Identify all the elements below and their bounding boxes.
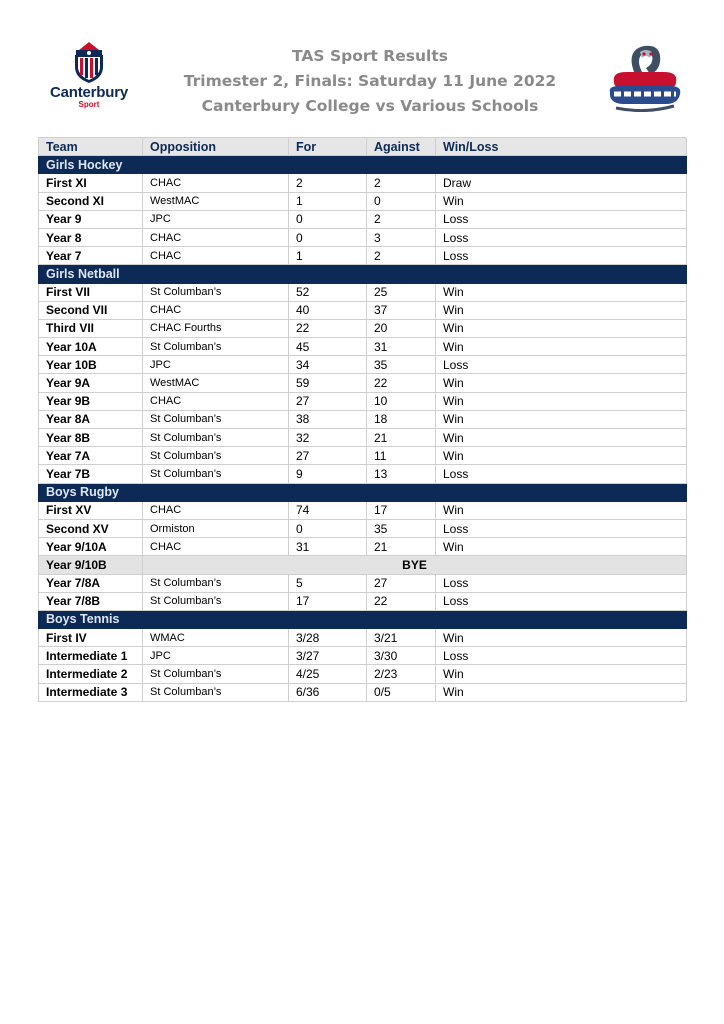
opposition-cell: WestMAC: [143, 192, 289, 210]
result-cell: Win: [436, 447, 687, 465]
opposition-cell: CHAC Fourths: [143, 319, 289, 337]
result-cell: Draw: [436, 174, 687, 192]
opposition-cell: St Columban’s: [143, 465, 289, 483]
against-cell: 35: [367, 356, 436, 374]
table-row: [39, 374, 687, 392]
result-cell: Win: [436, 192, 687, 210]
table-header-row: [39, 138, 687, 156]
column-header-against: Against: [367, 138, 436, 156]
team-cell: Year 10B: [39, 356, 143, 374]
for-cell: 22: [289, 319, 367, 337]
table-row: [39, 247, 687, 265]
team-cell: Second VII: [39, 301, 143, 319]
result-cell: Win: [436, 374, 687, 392]
opposition-cell: CHAC: [143, 392, 289, 410]
table-row: [39, 665, 687, 683]
for-cell: 6/36: [289, 683, 367, 701]
table-row: [39, 429, 687, 447]
results-table: [38, 137, 687, 702]
for-cell: 1: [289, 247, 367, 265]
against-cell: 21: [367, 429, 436, 447]
for-cell: 5: [289, 574, 367, 592]
opposition-cell: CHAC: [143, 247, 289, 265]
column-header-win-loss: Win/Loss: [436, 138, 687, 156]
against-cell: 21: [367, 538, 436, 556]
for-cell: 27: [289, 447, 367, 465]
for-cell: 3/27: [289, 647, 367, 665]
taipans-logo: [606, 42, 684, 112]
for-cell: 32: [289, 429, 367, 447]
against-cell: 3/30: [367, 647, 436, 665]
team-cell: Year 10A: [39, 338, 143, 356]
opposition-cell: St Columban’s: [143, 665, 289, 683]
team-cell: First VII: [39, 283, 143, 301]
opposition-cell: CHAC: [143, 174, 289, 192]
for-cell: 74: [289, 501, 367, 519]
result-cell: Win: [436, 665, 687, 683]
against-cell: 3: [367, 228, 436, 246]
result-cell: Loss: [436, 647, 687, 665]
for-cell: 2: [289, 174, 367, 192]
result-cell: Win: [436, 410, 687, 428]
result-cell: Win: [436, 538, 687, 556]
opposition-cell: Ormiston: [143, 519, 289, 537]
for-cell: 59: [289, 374, 367, 392]
for-cell: 0: [289, 228, 367, 246]
column-header-team: Team: [39, 138, 143, 156]
against-cell: 22: [367, 592, 436, 610]
result-cell: Loss: [436, 519, 687, 537]
table-row: [39, 192, 687, 210]
opposition-cell: WMAC: [143, 629, 289, 647]
opposition-cell: St Columban’s: [143, 592, 289, 610]
table-row: [39, 629, 687, 647]
table-row: [39, 501, 687, 519]
for-cell: 45: [289, 338, 367, 356]
section-header-row: [39, 156, 687, 174]
table-row: [39, 556, 687, 574]
against-cell: 20: [367, 319, 436, 337]
result-cell: Win: [436, 283, 687, 301]
opposition-cell: St Columban’s: [143, 338, 289, 356]
title-block: [150, 44, 590, 119]
logo-wordmark: Canterbury: [49, 84, 129, 101]
table-row: [39, 647, 687, 665]
team-cell: First XV: [39, 501, 143, 519]
team-cell: Second XV: [39, 519, 143, 537]
table-row: [39, 338, 687, 356]
logo-subtitle: Sport: [78, 100, 100, 109]
team-cell: Year 7: [39, 247, 143, 265]
result-cell: Win: [436, 429, 687, 447]
page-title: TAS Sport Results: [292, 47, 448, 65]
against-cell: 2: [367, 247, 436, 265]
section-title: Boys Rugby: [39, 483, 687, 501]
opposition-cell: St Columban’s: [143, 447, 289, 465]
result-cell: Loss: [436, 228, 687, 246]
result-cell: Win: [436, 319, 687, 337]
team-cell: Year 9A: [39, 374, 143, 392]
for-cell: 0: [289, 210, 367, 228]
team-cell: Year 9B: [39, 392, 143, 410]
for-cell: 3/28: [289, 629, 367, 647]
result-cell: Loss: [436, 574, 687, 592]
snake-mascot-icon: [606, 42, 684, 112]
against-cell: 31: [367, 338, 436, 356]
team-cell: Intermediate 3: [39, 683, 143, 701]
for-cell: 9: [289, 465, 367, 483]
opposition-cell: CHAC: [143, 501, 289, 519]
for-cell: 40: [289, 301, 367, 319]
team-cell: Year 8: [39, 228, 143, 246]
against-cell: 27: [367, 574, 436, 592]
table-row: [39, 683, 687, 701]
opposition-cell: JPC: [143, 356, 289, 374]
table-row: [39, 319, 687, 337]
team-cell: First IV: [39, 629, 143, 647]
team-cell: Year 9: [39, 210, 143, 228]
page-subtitle-2: Canterbury College vs Various Schools: [201, 97, 539, 115]
opposition-cell: CHAC: [143, 301, 289, 319]
against-cell: 35: [367, 519, 436, 537]
team-cell: Intermediate 1: [39, 647, 143, 665]
opposition-cell: St Columban’s: [143, 574, 289, 592]
team-cell: Year 7A: [39, 447, 143, 465]
against-cell: 22: [367, 374, 436, 392]
against-cell: 25: [367, 283, 436, 301]
team-cell: Year 8B: [39, 429, 143, 447]
for-cell: 1: [289, 192, 367, 210]
table-row: [39, 301, 687, 319]
against-cell: 17: [367, 501, 436, 519]
result-cell: Loss: [436, 247, 687, 265]
against-cell: 2/23: [367, 665, 436, 683]
column-header-for: For: [289, 138, 367, 156]
against-cell: 2: [367, 174, 436, 192]
against-cell: 11: [367, 447, 436, 465]
results-body: [39, 156, 687, 702]
opposition-cell: St Columban’s: [143, 410, 289, 428]
for-cell: 27: [289, 392, 367, 410]
result-cell: Win: [436, 683, 687, 701]
bye-cell: BYE: [143, 556, 687, 574]
opposition-cell: WestMAC: [143, 374, 289, 392]
section-title: Boys Tennis: [39, 610, 687, 628]
table-row: [39, 538, 687, 556]
table-row: [39, 228, 687, 246]
opposition-cell: JPC: [143, 210, 289, 228]
for-cell: 17: [289, 592, 367, 610]
against-cell: 13: [367, 465, 436, 483]
team-cell: First XI: [39, 174, 143, 192]
table-row: [39, 592, 687, 610]
table-row: [39, 465, 687, 483]
opposition-cell: CHAC: [143, 228, 289, 246]
result-cell: Win: [436, 338, 687, 356]
against-cell: 2: [367, 210, 436, 228]
section-header-row: [39, 265, 687, 283]
team-cell: Third VII: [39, 319, 143, 337]
column-header-opposition: Opposition: [143, 138, 289, 156]
page-subtitle: Trimester 2, Finals: Saturday 11 June 2022: [183, 72, 557, 90]
table-row: [39, 174, 687, 192]
table-row: [39, 392, 687, 410]
against-cell: 37: [367, 301, 436, 319]
against-cell: 3/21: [367, 629, 436, 647]
result-cell: Win: [436, 629, 687, 647]
against-cell: 18: [367, 410, 436, 428]
result-cell: Win: [436, 301, 687, 319]
team-cell: Year 7/8B: [39, 592, 143, 610]
for-cell: 52: [289, 283, 367, 301]
team-cell: Year 7B: [39, 465, 143, 483]
opposition-cell: St Columban’s: [143, 429, 289, 447]
section-title: Girls Netball: [39, 265, 687, 283]
opposition-cell: JPC: [143, 647, 289, 665]
for-cell: 34: [289, 356, 367, 374]
team-cell: Year 9/10A: [39, 538, 143, 556]
result-cell: Loss: [436, 210, 687, 228]
crest-icon: [67, 40, 111, 84]
team-cell: Second XI: [39, 192, 143, 210]
table-row: [39, 210, 687, 228]
for-cell: 38: [289, 410, 367, 428]
table-row: [39, 519, 687, 537]
table-row: [39, 574, 687, 592]
canterbury-sport-logo: [44, 40, 134, 112]
team-cell: Year 9/10B: [39, 556, 143, 574]
table-row: [39, 410, 687, 428]
section-header-row: [39, 483, 687, 501]
opposition-cell: St Columban’s: [143, 283, 289, 301]
opposition-cell: CHAC: [143, 538, 289, 556]
for-cell: 31: [289, 538, 367, 556]
page-header: [0, 0, 724, 130]
opposition-cell: St Columban’s: [143, 683, 289, 701]
team-cell: Intermediate 2: [39, 665, 143, 683]
section-header-row: [39, 610, 687, 628]
against-cell: 10: [367, 392, 436, 410]
result-cell: Loss: [436, 592, 687, 610]
for-cell: 4/25: [289, 665, 367, 683]
table-row: [39, 356, 687, 374]
result-cell: Win: [436, 501, 687, 519]
team-cell: Year 8A: [39, 410, 143, 428]
for-cell: 0: [289, 519, 367, 537]
against-cell: 0/5: [367, 683, 436, 701]
team-cell: Year 7/8A: [39, 574, 143, 592]
against-cell: 0: [367, 192, 436, 210]
result-cell: Loss: [436, 465, 687, 483]
section-title: Girls Hockey: [39, 156, 687, 174]
table-row: [39, 283, 687, 301]
result-cell: Win: [436, 392, 687, 410]
table-row: [39, 447, 687, 465]
result-cell: Loss: [436, 356, 687, 374]
